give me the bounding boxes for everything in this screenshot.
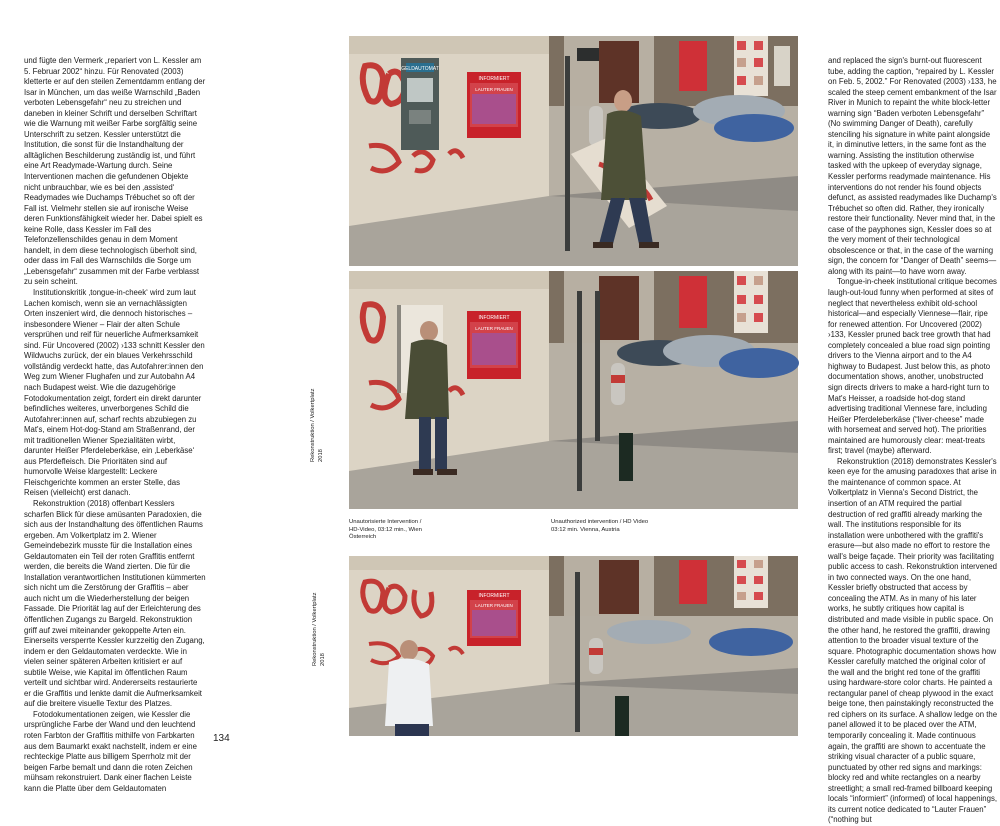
street-scene-2 bbox=[349, 271, 798, 509]
caption-title: Rekonstruktion / Volkertplatz bbox=[310, 388, 316, 462]
right-paragraph: and replaced the sign's burnt-out fluorescent tube, adding the caption, “repaired by L. Kessler on Feb. 5, 2002.” For Renovated (2003) ›133, he scaled the steep cement embankment of the Isar River in Munich to repaint the white block-letter warning sign “Baden verboten Lebensgefahr” (No swimming Danger of Death), carefully stenciling his signature in white paint alongside it, in diminutive letters, in the same font as the warning. Assisting the institution otherwise tasked with the upkeep of everyday signage, Kessler performs readymade maintenance. His interventions do not render his found objects defunct, as assisted readymades like Duchamp's Trébuchet so often did. Rather, they ironically restore their functionality. Never mind that, in the case of the payphones sign, Kessler does so at the very moment of their technological obsolescence or that, in the case of the warning sign, the concern for “Danger of Death” seems—along with its paint—to have worn away. bbox=[828, 56, 997, 276]
caption-line: Unauthorized intervention / HD Video bbox=[551, 519, 649, 525]
english-caption bbox=[551, 519, 691, 534]
left-paragraph: Fotodokumentationen zeigen, wie Kessler die ursprüngliche Farbe der Wand und den leuchtend roten Farbton der Graffitis mithilfe von Farbkarten aus dem Baumarkt exakt nachstellt, indem er eine rechteckige Platte aus billigem Sperrholz mit der beigen Farbe bemalt und dann die roten Zeichen mühsam rekonstruiert. Dank einer flachen Leiste kann die Platte über dem Geldautomaten bbox=[24, 709, 197, 793]
man-head bbox=[420, 321, 438, 341]
billboard-title: LAUTER FRAUEN bbox=[475, 603, 513, 608]
caption-line: 03:12 min. Vienna, Austria bbox=[551, 526, 620, 533]
caption-line: HD-Video, 03:12 min., Wien bbox=[349, 526, 422, 533]
man-head bbox=[400, 640, 418, 660]
left-paragraph: Rekonstruktion (2018) offenbart Kesslers scharfen Blick für diese amüsanten Paradoxien, die sich aus der Instandhaltung des öffentlichen Raums ergeben. Am Volkertplatz im 2. Wiener Gemeindebezirk musste für die Installation eines Geldautomaten ein Teil der roten Graffitis entfernt werden, die bereits die Wand zierten. Die für die Installation verantwortlichen Institutionen kümmerten sich nicht um die Zerstörung der Graffitis – aber auch nicht um die Wiederherstellung der beigen Fassade. Die Priorität lag auf der Erleichterung des öffentlichen Zugangs zu Bargeld. Rekonstruktion griff auf zwei miteinander gekoppelte Arten ein. Einerseits versperrte Kessler kurzzeitig den Zugang, indem er den Geldautomaten verdeckte. Wie in vielen seiner späteren Arbeiten kritisiert er auf subtile Weise, wie Kapital im öffentlichen Raum verteilt und sichtbar wird. Andererseits restaurierte er die Graffitis und lenkte damit die Aufmerksamkeit auf die breitere visuelle Textur des Platzes. bbox=[24, 498, 206, 709]
right-text-column bbox=[828, 56, 998, 825]
caption-year: 2018 bbox=[317, 449, 324, 462]
billboard-header: INFORMIERT bbox=[478, 315, 510, 321]
billboard-header: INFORMIERT bbox=[478, 593, 510, 599]
man-jacket bbox=[601, 110, 647, 200]
photo-restored-wall bbox=[349, 556, 798, 736]
man-white-shirt bbox=[385, 658, 433, 726]
caption-line: Österreich bbox=[349, 534, 377, 541]
german-caption bbox=[349, 519, 459, 542]
right-paragraph: Rekonstruktion (2018) demonstrates Kessler's keen eye for the amusing paradoxes that arise in the maintenance of common space. At Volkertplatz in Vienna's Second District, the insertion of an ATM required the partial destruction of red graffiti already marking the wall. The institutions responsible for its installation were unbothered with the graffiti's erasure—but also made no effort to restore the wall's beige façade. Their priority was facilitating public access to cash. Rekonstruktion intervened in two connected ways. On the one hand, Kessler briefly obstructed that access by concealing the ATM. As in many of his later works, he subtly critiques how capital is distributed and made visible in public space. On the other hand, he restored the graffiti, drawing attention to the broader visual texture of the square. Photographic documentation shows how Kessler carefully matched the original color of the wall and the bright red tone of the graffiti using hardware-store color charts. He painted a rectangular panel of cheap plywood in the exact beige tone, then painstakingly reconstructed the red ciphers on its surface. A shallow ledge on the panel allowed it to be placed over the ATM, temporarily concealing it. Made continuous again, the graffiti are shown to accentuate the striking visual character of a public square, punctuated by other red signs and markings: blocky red and white rectangles on a nearby streetlight; a small red-framed billboard keeping locals “informiert” (informed) of local happenings, its current notice dedicated to “Lauter Frauen” (“nothing but bbox=[828, 456, 998, 825]
caption-line: Unautorisierte Intervention / bbox=[349, 519, 422, 525]
street-scene-3 bbox=[349, 556, 798, 736]
billboard-header: INFORMIERT bbox=[478, 76, 510, 82]
photo-man-carrying-panel bbox=[349, 36, 798, 266]
photo-man-installing-panel bbox=[349, 271, 798, 509]
man-head bbox=[614, 90, 632, 112]
billboard-title: LAUTER FRAUEN bbox=[475, 87, 513, 92]
caption-year: 2018 bbox=[319, 653, 326, 666]
left-text-column bbox=[24, 56, 206, 793]
right-paragraph: Tongue-in-cheek institutional critique becomes laugh-out-loud funny when performed at sites of neglect that nevertheless exhibit old-school historical—and especially Viennese—flair, ripe for renewed attention. For Uncovered (2002) ›133, Kessler pruned back tree growth that had completely concealed a blue road sign pointing drivers to the Vienna airport and to the A4 highway to Budapest. Just below this, as photo documentation shows, another, unobstructed sign directs drivers to make a hard-right turn to Mat's Heisser, a roadside hot-dog stand advertising traditional Viennese fare, including Heißer Pferdeleberkäse (“liver-cheese” made with horsemeat and served hot). The priorities maintained are humorously clear: meat-treats first; travel (maybe) afterward. bbox=[828, 277, 997, 456]
billboard-title: LAUTER FRAUEN bbox=[475, 326, 513, 331]
page-number: 134 bbox=[213, 733, 230, 744]
street-scene-1 bbox=[349, 36, 798, 266]
atm-logo-text: GELDAUTOMAT bbox=[401, 66, 439, 72]
left-paragraph: Institutionskritik ‚tongue-in-cheek‘ wird zum laut Lachen komisch, wenn sie an vernachlässigten Orten inszeniert wird, die dennoch historisches – insbesondere Wiener – Flair der alten Schule versprühen und reif für neuerliche Aufmerksamkeit sind. Für Uncovered (2002) ›133 schnitt Kessler den Wildwuchs zurück, der ein blaues Verkehrsschild vollständig verdeckt hatte, das Autofahrer:innen den Weg zum Wiener Flughafen und zur Autobahn A4 nach Budapest weist. Wie die dazugehörige Fotodokumentation zeigt, fordert ein direkt darunter befindliches weiteres, unverborgenes Schild die Autofahrer:innen auf, scharf rechts abzubiegen zu Mat's, einem Hot-dog-Stand am Straßenrand, der mit traditionellen Wiener Spezialitäten wirbt, darunter Heißer Pferdeleberkäse, ein ‚Leberkäse‘ aus Pferdefleisch. Die Prioritäten sind auf humorvolle Weise klargestellt: Leckere Fleischgerichte kommen an erster Stelle, das Reisen (vielleicht) erst danach. bbox=[24, 288, 205, 498]
left-paragraph: und fügte den Vermerk „repariert von L. Kessler am 5. Februar 2002“ hinzu. Für Renovated (2003) kletterte er auf den steilen Zementdamm entlang der Isar in München, um das weiße Warnschild „Baden verboten Lebensgefahr“ neu zu streichen und daneben in kleiner Schrift und derselben Schriftart wie die Warnung mit weißer Farbe sorgfältig seine Unterschrift zu setzen. Kessler unterstützt die Institution, die sonst für die Instandhaltung der alltäglichen Beschilderung zuständig ist, und führt eine Art Readymade-Wartung durch. Seine Interventionen machen die gefundenen Objekte nicht unbrauchbar, wie es bei den ‚assisted‘ Readymades wie Duchamps Trébuchet so oft der Fall ist. Vielmehr stellen sie auf ironische Weise deren Funktionsfähigkeit wieder her. Dabei spielt es keine Rolle, dass Kessler im Fall des Telefonzellenschildes genau in dem Moment handelt, in dem diese technologisch überholt sind, oder dass im Fall des Warnschilds die Sorge um „Lebensgefahr“ zusammen mit der Farbe verblasst zu sein scheint. bbox=[24, 56, 206, 287]
vertical-caption-upper bbox=[310, 389, 325, 462]
caption-title: Rekonstruktion / Volkertplatz bbox=[312, 592, 318, 666]
man-jacket bbox=[405, 339, 449, 419]
vertical-caption-lower bbox=[312, 593, 327, 666]
